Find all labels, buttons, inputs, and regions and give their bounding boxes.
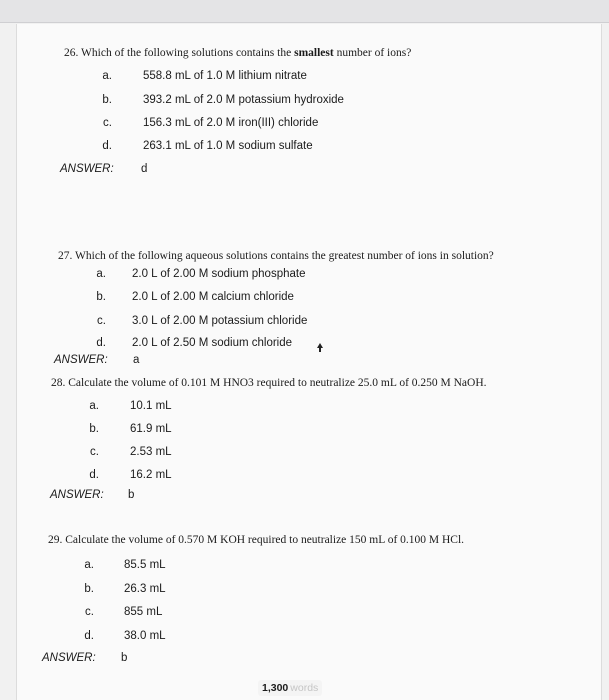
answer-value: a [133, 354, 140, 366]
question-stem: 29. Calculate the volume of 0.570 M KOH required to neutralize 150 mL of 0.100 M HCl. [48, 534, 465, 546]
answer-label: ANSWER: [50, 489, 104, 501]
answer-value: d [141, 163, 148, 175]
document-page: 26. Which of the following solutions contains the smallest number of ions? a. 558.8 mL of 1.0 M lithium nitrate b. 393.2 mL of 2.0 M potassium hydroxide c. 156.3 mL of 2.0 M iron(III) chloride d. 263.1 mL of 1.0 M sodium sulfate ANSWER: d 27. Which of the following aqueous solutions contains the greatest number of ions in solution? a. 2.0 L of 2.00 M sodium phosphate b. 2.0 L of 2.00 M calcium chloride c. 3.0 L of 2.00 M potassium chloride d. 2.0 L of 2.50 M sodium chloride ANSWER: a 28. Calculate the volume of 0.101 M HNO3 required to neutralize 25.0 mL of 0.250 M NaOH. a. 10.1 mL b. 61.9 mL c. 2.53 mL d. 16.2 mL ANSWER: b 29. Calculate the volume of 0.570 M KOH required to neutralize 150 mL of 0.100 M HCl. a. 85.5 mL b. 26.3 mL c. 855 mL d. 38.0 mL ANSWER: b [16, 24, 602, 700]
question-stem: 26. Which of the following solutions contains the smallest number of ions? [64, 47, 412, 59]
word-count-label: words [290, 682, 319, 694]
answer-value: b [128, 489, 135, 501]
window-top-bar [0, 0, 609, 23]
mouse-cursor-icon [314, 343, 326, 357]
question-stem: 28. Calculate the volume of 0.101 M HNO3 required to neutralize 25.0 mL of 0.250 M NaOH. [51, 377, 487, 389]
answer-label: ANSWER: [60, 163, 114, 175]
answer-value: b [121, 652, 128, 664]
emphasis-smallest: smallest [294, 47, 334, 59]
answer-label: ANSWER: [42, 652, 96, 664]
word-count-indicator[interactable] [258, 680, 322, 696]
word-count-value: 1,300 [262, 682, 289, 694]
answer-label: ANSWER: [54, 354, 108, 366]
question-stem: 27. Which of the following aqueous solutions contains the greatest number of ions in solution? [58, 250, 494, 262]
